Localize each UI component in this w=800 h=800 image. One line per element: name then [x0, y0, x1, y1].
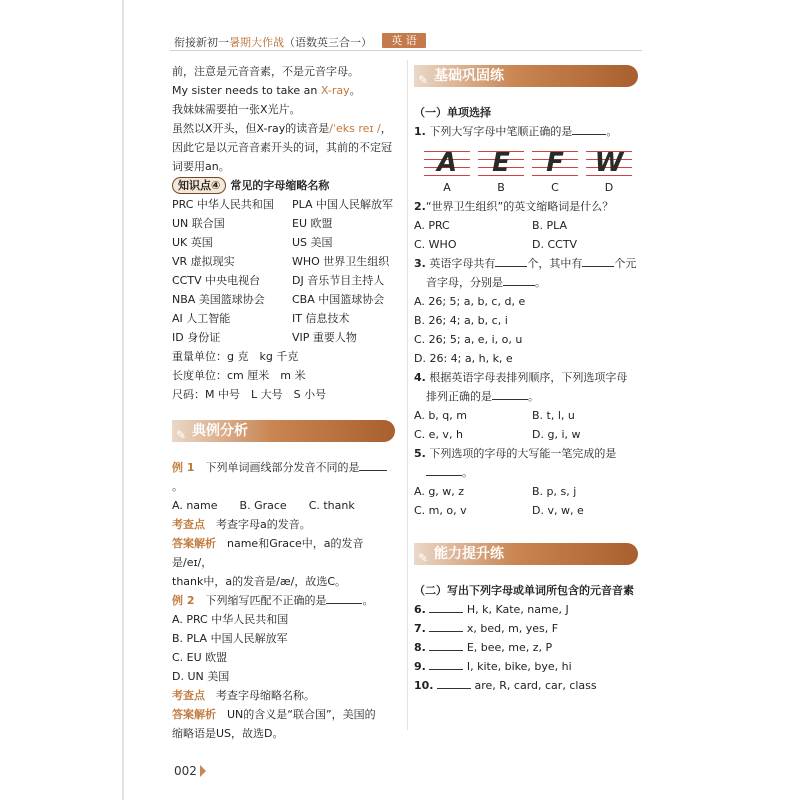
- option: A. PRC: [414, 219, 450, 232]
- examples-block: [172, 458, 397, 743]
- example1-options: [172, 496, 397, 515]
- q-number: 7.: [414, 622, 426, 635]
- letter-glyph: E: [492, 148, 510, 178]
- abbr-item: CCTV 中央电视台: [172, 274, 261, 287]
- fill-text: are, R, card, car, class: [474, 679, 597, 692]
- example2-period: 。: [362, 594, 374, 607]
- kaochadian-text: 考查字母缩略名称。: [216, 689, 315, 702]
- q-number: 10.: [414, 679, 434, 692]
- section-title-examples: 典例分析: [192, 423, 248, 439]
- section-bar-advanced: [414, 543, 638, 565]
- q3-stem-c: 个元: [614, 257, 637, 270]
- q5-stem: 下列选项的字母的大写能一笔完成的是: [429, 447, 617, 460]
- intro-text: 虽然以X开头，但X-ray的读音是: [172, 122, 330, 135]
- example2-question: [172, 591, 397, 610]
- q-number: 1.: [414, 125, 426, 138]
- q2-options: [414, 216, 640, 254]
- stroke-order-letters: [424, 147, 640, 197]
- abbr-item: US 美国: [292, 236, 333, 249]
- left-column: [172, 62, 397, 404]
- q5-text-2: [414, 463, 640, 482]
- intro-period: 。: [349, 84, 361, 97]
- fill-item: [414, 676, 640, 695]
- option: C. WHO: [414, 238, 457, 251]
- letter-guide-lines: [478, 147, 524, 179]
- intro-line-2: [172, 81, 397, 100]
- q-number: 5.: [414, 447, 426, 460]
- q-number: 6.: [414, 603, 426, 616]
- option: D. g, i, w: [532, 428, 581, 441]
- page-number: 002: [174, 764, 197, 778]
- letter-option: [532, 147, 578, 197]
- q3-stem-d: 音字母，分别是: [426, 276, 503, 289]
- abbr-item: VR 虚拟现实: [172, 255, 235, 268]
- intro-line-1: 前，注意是元音音素，不是元音字母。: [172, 65, 359, 78]
- answer-blank: [572, 123, 606, 135]
- pencil-icon: ✎: [176, 428, 187, 442]
- unit-weight: 重量单位：g 克 kg 千克: [172, 350, 299, 363]
- pencil-icon: ✎: [418, 73, 429, 87]
- q-number: 9.: [414, 660, 426, 673]
- q-number: 3.: [414, 257, 426, 270]
- header-divider: [170, 50, 642, 51]
- q-number: 8.: [414, 641, 426, 654]
- abbr-item: ID 身份证: [172, 331, 221, 344]
- q3-text: [414, 254, 640, 273]
- unit-length: 长度单位：cm 厘米 m 米: [172, 369, 306, 382]
- letter-caption: B: [497, 181, 505, 194]
- intro-text-end: ，因此它是以元音音素开头的词，其前的不定冠词要用an。: [172, 122, 392, 173]
- abbr-item: WHO 世界卫生组织: [292, 255, 390, 268]
- answer-blank: [429, 601, 463, 613]
- abbr-item: PRC 中华人民共和国: [172, 198, 274, 211]
- letter-caption: C: [551, 181, 559, 194]
- fill-item: [414, 600, 640, 619]
- letter-guide-lines: [532, 147, 578, 179]
- fill-text: I, kite, bike, bye, hi: [466, 660, 572, 673]
- option: B. t, l, u: [532, 409, 575, 422]
- answer-blank: [492, 388, 528, 400]
- answer-blank: [429, 620, 463, 632]
- fill-text: H, k, Kate, name, J: [466, 603, 569, 616]
- xray-word: X-ray: [320, 84, 350, 97]
- q4-end: 。: [528, 390, 539, 403]
- example1-jiexi-2: thank中，a的发音是/æ/，故选C。: [172, 575, 347, 588]
- series-title-prefix: 衔接新初一: [174, 36, 229, 49]
- example1-option-b: B. Grace: [239, 499, 287, 512]
- abbr-item: DJ 音乐节目主持人: [292, 274, 385, 287]
- abbr-item: VIP 重要人物: [292, 331, 357, 344]
- abbr-item: AI 人工智能: [172, 312, 231, 325]
- abbr-item: CBA 中国篮球协会: [292, 293, 385, 306]
- page-marker-icon: [200, 765, 206, 777]
- subsection-vowel-sounds: （二）写出下列字母或单词所包含的元音音素: [414, 584, 634, 597]
- abbr-item: IT 信息技术: [292, 312, 350, 325]
- q5-end: 。: [462, 466, 473, 479]
- example2-option-a: A. PRC 中华人民共和国: [172, 613, 289, 626]
- phonetic: /ˈeks reɪ /: [329, 122, 381, 135]
- fill-item: [414, 619, 640, 638]
- option: A. g, w, z: [414, 485, 465, 498]
- jiexi-line1: name和Grace中，a的发音是/eɪ/，: [172, 537, 364, 569]
- answer-blank: [429, 658, 463, 670]
- abbr-item: UN 联合国: [172, 217, 225, 230]
- abbr-item: UK 英国: [172, 236, 213, 249]
- example1-option-a: A. name: [172, 499, 218, 512]
- answer-blank: [429, 639, 463, 651]
- example1-option-c: C. thank: [308, 499, 355, 512]
- answer-blank: [326, 592, 362, 604]
- letter-guide-lines: [424, 147, 470, 179]
- jiexi-label: 答案解析: [172, 537, 216, 550]
- right-column: [414, 103, 640, 520]
- answer-blank: [582, 255, 614, 267]
- answer-blank: [495, 255, 527, 267]
- q1-end: 。: [606, 125, 618, 138]
- knowledge-point-heading: [172, 176, 397, 195]
- q4-text: [414, 368, 640, 387]
- kaochadian-label: 考查点: [172, 689, 205, 702]
- example1-text: 下列单词画线部分发音不同的是: [205, 461, 360, 474]
- fill-text: x, bed, m, yes, F: [466, 622, 559, 635]
- knowledge-point-badge: 知识点④: [172, 177, 226, 194]
- answer-blank: [437, 677, 471, 689]
- kaochadian-text: 考查字母a的发音。: [216, 518, 311, 531]
- q3-option-c: C. 26; 5; a, e, i, o, u: [414, 333, 523, 346]
- option: D. v, w, e: [532, 504, 584, 517]
- series-title: [174, 34, 372, 50]
- example1-period: 。: [172, 480, 183, 493]
- q3-option-d: D. 26: 4; a, h, k, e: [414, 352, 513, 365]
- option: B. PLA: [532, 219, 568, 232]
- abbr-item: PLA 中国人民解放军: [292, 198, 394, 211]
- q1-text: [414, 122, 640, 141]
- q5-options: [414, 482, 640, 520]
- letter-caption: A: [443, 181, 451, 194]
- q2-text: [414, 197, 640, 216]
- section-title-basic: 基础巩固练: [434, 68, 504, 84]
- unit-size: 尺码：M 中号 L 大号 S 小号: [172, 388, 327, 401]
- series-title-suffix: （语数英三合一）: [284, 36, 372, 49]
- answer-blank: [426, 464, 462, 476]
- example1-question: [172, 458, 397, 496]
- letter-option: [478, 147, 524, 197]
- letter-glyph: A: [436, 148, 458, 178]
- letter-caption: D: [604, 181, 614, 194]
- fill-item: [414, 657, 640, 676]
- section-bar-basic: [414, 65, 638, 87]
- intro-line-4: [172, 119, 397, 176]
- example2-text: 下列缩写匹配不正确的是: [205, 594, 327, 607]
- abbr-item: NBA 美国篮球协会: [172, 293, 265, 306]
- example2-kaochadian: [172, 686, 397, 705]
- letter-glyph: W: [594, 148, 624, 178]
- example2-option-d: D. UN 美国: [172, 670, 230, 683]
- column-divider: [407, 60, 408, 730]
- pencil-icon: ✎: [418, 551, 429, 565]
- knowledge-point-title: 常见的字母缩略名称: [230, 179, 330, 192]
- q3-option-b: B. 26; 4; a, b, c, i: [414, 314, 508, 327]
- letter-option: [586, 147, 632, 197]
- series-title-highlight: 暑期大作战: [229, 36, 284, 49]
- abbr-item: EU 欧盟: [292, 217, 333, 230]
- letter-glyph: F: [546, 148, 564, 178]
- intro-sentence: My sister needs to take an: [172, 84, 321, 97]
- example1-kaochadian: [172, 515, 397, 534]
- example2-jiexi-2: 缩略语是US，故选D。: [172, 727, 284, 740]
- section-bar-examples: [172, 420, 395, 442]
- q3-stem-a: 英语字母共有: [429, 257, 496, 270]
- q4-stem-a: 根据英语字母表排列顺序，下列选项字母: [429, 371, 628, 384]
- fill-item: [414, 638, 640, 657]
- q5-text: [414, 444, 640, 463]
- letter-guide-lines: [586, 147, 632, 179]
- intro-line-3: 我妹妹需要拍一张X光片。: [172, 103, 301, 116]
- example2-option-b: B. PLA 中国人民解放军: [172, 632, 288, 645]
- q1-stem: 下列大写字母中笔顺正确的是: [429, 125, 573, 138]
- abbreviation-table: [172, 195, 397, 347]
- q3-text-2: [414, 273, 640, 292]
- section-title-advanced: 能力提升练: [434, 546, 504, 562]
- letter-option: [424, 147, 470, 197]
- option: C. e, v, h: [414, 428, 463, 441]
- q-number: 2.: [414, 200, 426, 213]
- option: D. CCTV: [532, 238, 578, 251]
- example2-label: 例 2: [172, 594, 195, 607]
- q2-stem: “世界卫生组织”的英文缩略词是什么？: [425, 200, 614, 213]
- kaochadian-label: 考查点: [172, 518, 205, 531]
- q4-text-2: [414, 387, 640, 406]
- q3-option-a: A. 26; 5; a, b, c, d, e: [414, 295, 526, 308]
- q3-end: 。: [535, 276, 546, 289]
- option: B. p, s, j: [532, 485, 577, 498]
- example2-jiexi: [172, 705, 397, 724]
- q4-stem-b: 排列正确的是: [426, 390, 492, 403]
- subject-tab: 英 语: [382, 33, 426, 48]
- option: A. b, q, m: [414, 409, 467, 422]
- example1-label: 例 1: [172, 461, 195, 474]
- book-spine-line: [122, 0, 124, 800]
- example2-option-c: C. EU 欧盟: [172, 651, 228, 664]
- option: C. m, o, v: [414, 504, 467, 517]
- fill-text: E, bee, me, z, P: [466, 641, 553, 654]
- answer-blank: [503, 274, 535, 286]
- example1-jiexi: [172, 534, 397, 572]
- subsection-single-choice: （一）单项选择: [414, 106, 491, 119]
- jiexi-line1: UN的含义是“联合国”，美国的: [227, 708, 376, 721]
- q-number: 4.: [414, 371, 426, 384]
- fill-in-block: [414, 581, 640, 695]
- answer-blank: [359, 459, 387, 471]
- q3-stem-b: 个，其中有: [527, 257, 583, 270]
- jiexi-label: 答案解析: [172, 708, 216, 721]
- q4-options: [414, 406, 640, 444]
